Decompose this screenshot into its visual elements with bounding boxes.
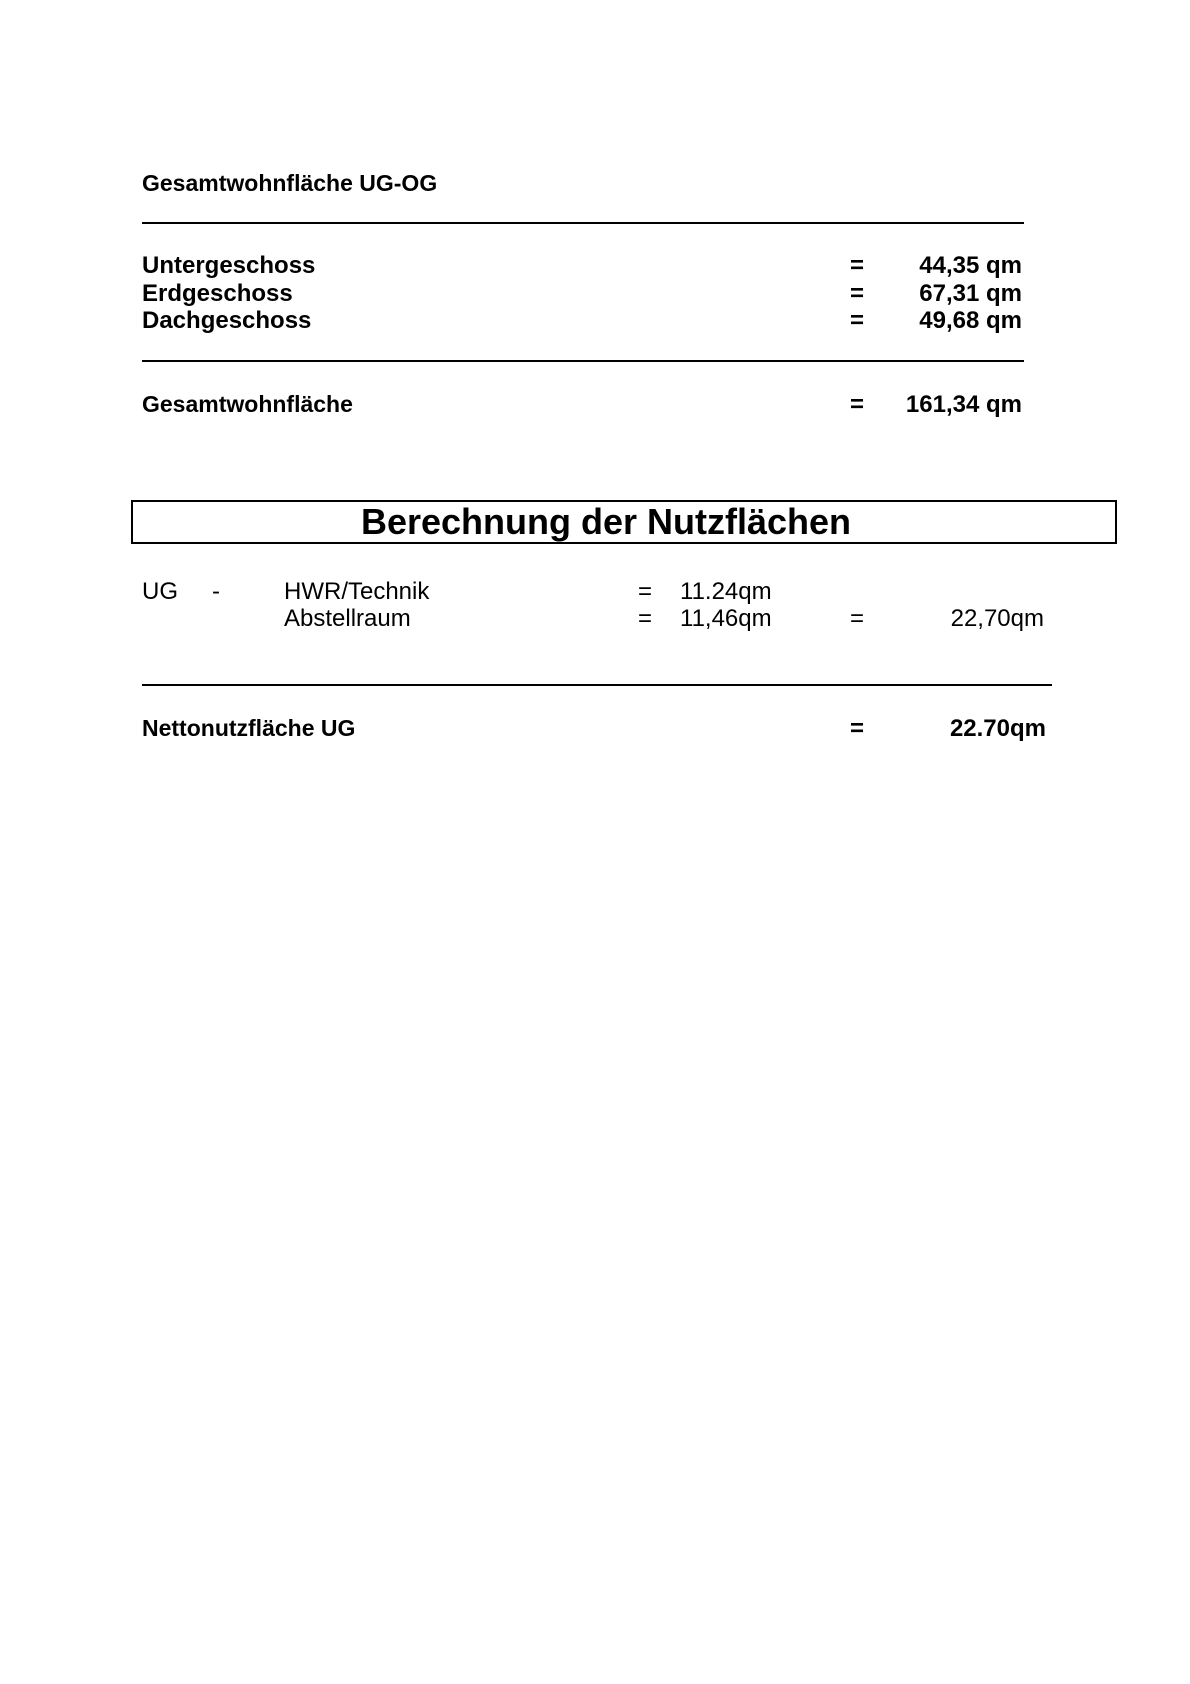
row-eq-dachgeschoss: = (850, 307, 865, 334)
sum-eq-ug: = (850, 605, 865, 632)
total-label-nutzflaeche: Nettonutzfläche UG (142, 715, 356, 741)
row-value-untergeschoss: 44,35 qm (919, 252, 1022, 279)
divider-top (142, 222, 1024, 224)
floor-label: UG (142, 578, 178, 605)
room-value-abstellraum: 11,46qm (680, 605, 772, 632)
row-label-dachgeschoss: Dachgeschoss (142, 307, 312, 334)
sum-value-ug: 22,70qm (950, 605, 1044, 632)
wohnflaeche-heading: Gesamtwohnfläche UG-OG (142, 170, 438, 196)
row-eq-untergeschoss: = (850, 252, 865, 279)
row-label-erdgeschoss: Erdgeschoss (142, 280, 293, 307)
total-eq-nutzflaeche: = (850, 715, 865, 742)
total-eq-wohnflaeche: = (850, 391, 865, 418)
total-value-wohnflaeche: 161,34 qm (905, 391, 1022, 418)
floor-dash: - (212, 578, 220, 605)
room-label-hwr-technik: HWR/Technik (284, 578, 430, 605)
total-label-wohnflaeche: Gesamtwohnfläche (142, 391, 353, 417)
row-label-untergeschoss: Untergeschoss (142, 252, 316, 279)
room-label-abstellraum: Abstellraum (284, 605, 411, 632)
room-eq-hwr-technik: = (638, 578, 653, 605)
row-value-dachgeschoss: 49,68 qm (919, 307, 1022, 334)
row-value-erdgeschoss: 67,31 qm (919, 280, 1022, 307)
divider-middle (142, 360, 1024, 362)
nutzflaeche-title-box (131, 500, 1117, 544)
room-value-hwr-technik: 11.24qm (680, 578, 772, 605)
row-eq-erdgeschoss: = (850, 280, 865, 307)
nutzflaeche-title: Berechnung der Nutzflächen (360, 501, 852, 542)
room-eq-abstellraum: = (638, 605, 653, 632)
total-value-nutzflaeche: 22.70qm (949, 715, 1046, 742)
divider-bottom (142, 684, 1052, 686)
